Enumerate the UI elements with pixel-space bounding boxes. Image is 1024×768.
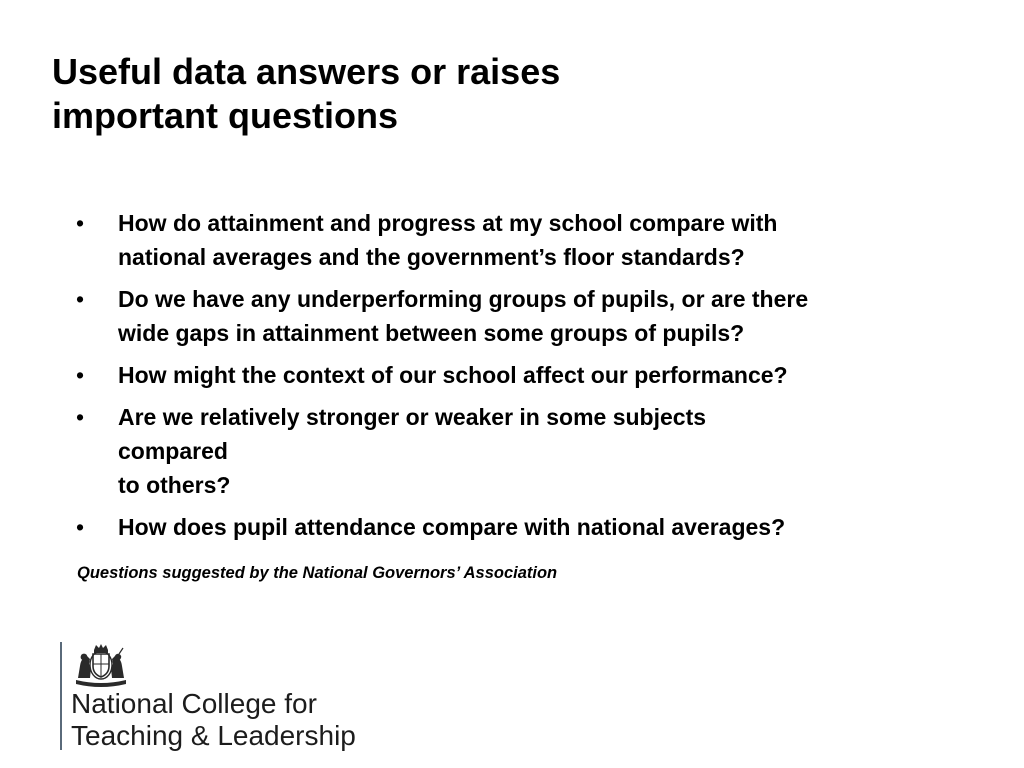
royal-coat-of-arms-icon [72,642,130,688]
question-line: compared [118,438,228,464]
question-item [76,510,986,544]
question-line: national averages and the government’s floor standards? [118,244,745,270]
bullet-icon: • [76,286,85,312]
bullet-icon: • [76,362,85,388]
source-note: Questions suggested by the National Governors’ Association [77,564,558,582]
question-item [76,358,986,392]
title-line-2: important questions [52,95,399,136]
organisation-logo [60,642,390,752]
question-item [76,400,986,502]
question-line: to others? [118,472,231,498]
question-line: How might the context of our school affect our performance? [118,362,788,388]
title-line-1: Useful data answers or raises [52,51,561,92]
bullet-icon: • [76,210,85,236]
question-line: Are we relatively stronger or weaker in some subjects [118,404,707,430]
question-line: How does pupil attendance compare with national averages? [118,514,786,540]
logo-wordmark [71,688,356,752]
bullet-icon: • [76,514,85,540]
logo-divider [60,642,62,750]
question-list [76,206,986,552]
question-line: wide gaps in attainment between some groups of pupils? [118,320,745,346]
logo-line-2: Teaching & Leadership [71,720,356,751]
question-line: Do we have any underperforming groups of pupils, or are there [118,286,809,312]
slide-title [52,50,952,138]
question-line: How do attainment and progress at my school compare with [118,210,778,236]
question-item [76,282,986,350]
logo-line-1: National College for [71,688,317,719]
question-item [76,206,986,274]
bullet-icon: • [76,404,85,430]
